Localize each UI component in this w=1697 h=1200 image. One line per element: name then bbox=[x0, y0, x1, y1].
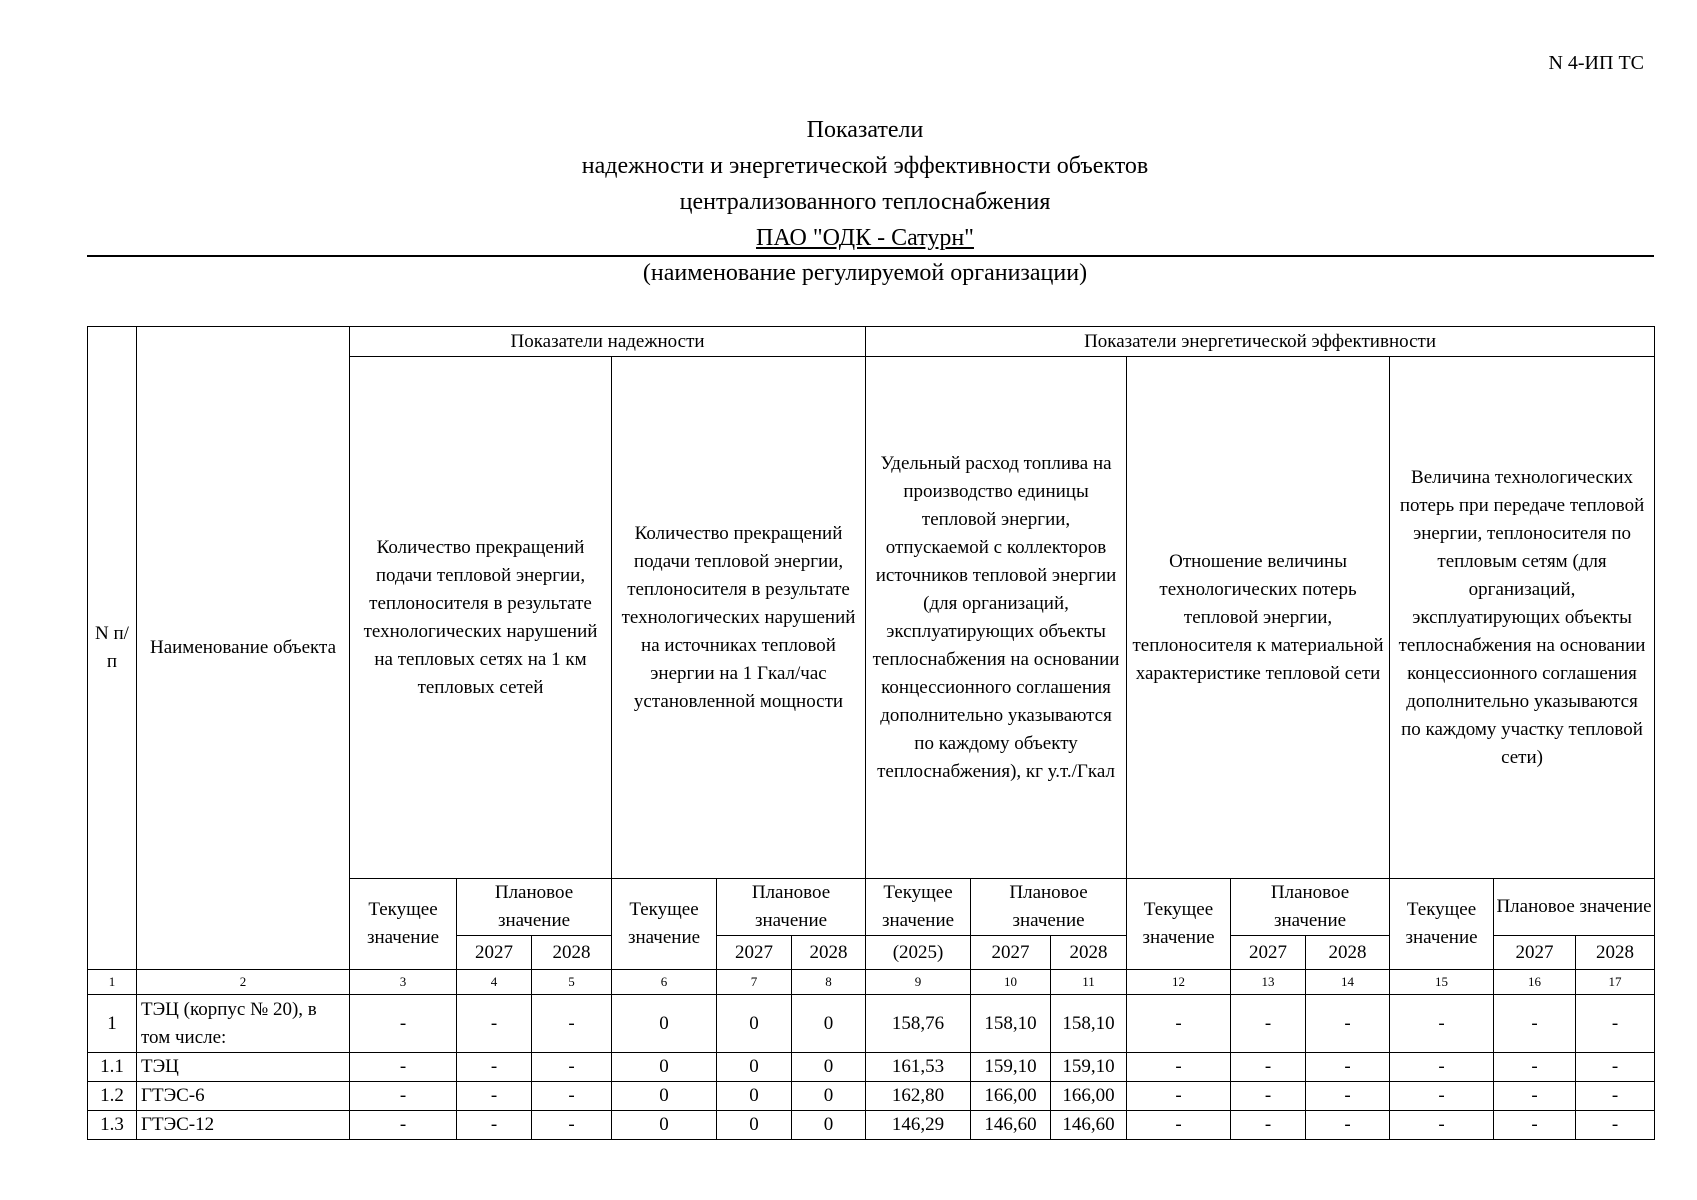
cell-value: 146,29 bbox=[866, 1111, 971, 1140]
column-index: 7 bbox=[717, 970, 792, 995]
cell-value: 0 bbox=[612, 1053, 717, 1082]
planned-value-header: Плановое значение bbox=[717, 879, 866, 936]
col-num-header: N п/п bbox=[88, 327, 137, 970]
group-reliability-header: Показатели надежности bbox=[350, 327, 866, 357]
cell-value: 159,10 bbox=[971, 1053, 1051, 1082]
current-value-header: Текущее значение bbox=[866, 879, 971, 936]
column-index: 10 bbox=[971, 970, 1051, 995]
cell-value: - bbox=[1576, 1082, 1655, 1111]
column-index: 5 bbox=[532, 970, 612, 995]
cell-value: - bbox=[1494, 1082, 1576, 1111]
cell-value: 0 bbox=[717, 1053, 792, 1082]
cell-value: 0 bbox=[717, 1082, 792, 1111]
cell-value: - bbox=[532, 995, 612, 1053]
column-index: 17 bbox=[1576, 970, 1655, 995]
year-header: 2027 bbox=[717, 936, 792, 970]
table-row bbox=[88, 1082, 1655, 1111]
cell-value: 0 bbox=[792, 995, 866, 1053]
object-name: ГТЭС-6 bbox=[137, 1082, 350, 1111]
col-name-header: Наименование объекта bbox=[137, 327, 350, 970]
cell-value: - bbox=[1127, 1111, 1231, 1140]
cell-value: 0 bbox=[612, 1111, 717, 1140]
row-number: 1.3 bbox=[88, 1111, 137, 1140]
cell-value: 0 bbox=[717, 995, 792, 1053]
table-row bbox=[88, 1053, 1655, 1082]
column-index: 3 bbox=[350, 970, 457, 995]
column-index: 6 bbox=[612, 970, 717, 995]
cell-value: - bbox=[1494, 1111, 1576, 1140]
year-header: 2027 bbox=[1494, 936, 1576, 970]
cell-value: 158,76 bbox=[866, 995, 971, 1053]
planned-value-header: Плановое значение bbox=[1231, 879, 1390, 936]
column-index: 14 bbox=[1306, 970, 1390, 995]
cell-value: - bbox=[457, 1111, 532, 1140]
cell-value: 0 bbox=[612, 1082, 717, 1111]
cell-value: - bbox=[1306, 1053, 1390, 1082]
cell-value: 166,00 bbox=[971, 1082, 1051, 1111]
cell-value: 0 bbox=[792, 1082, 866, 1111]
current-value-header: Текущее значение bbox=[612, 879, 717, 970]
column-index: 9 bbox=[866, 970, 971, 995]
cell-value: - bbox=[350, 995, 457, 1053]
column-index-row bbox=[88, 970, 1655, 995]
year-header: 2028 bbox=[792, 936, 866, 970]
year-header: 2028 bbox=[1576, 936, 1655, 970]
year-header: 2028 bbox=[1306, 936, 1390, 970]
cell-value: - bbox=[1390, 1111, 1494, 1140]
cell-value: - bbox=[457, 1053, 532, 1082]
cell-value: - bbox=[1390, 1053, 1494, 1082]
current-value-header: Текущее значение bbox=[350, 879, 457, 970]
year-header: 2028 bbox=[1051, 936, 1127, 970]
cell-value: - bbox=[1576, 995, 1655, 1053]
planned-value-header: Плановое значение bbox=[1494, 879, 1655, 936]
indicator-5-header: Величина технологических потерь при передаче тепловой энергии, теплоносителя по тепловым сетям (для организаций, эксплуатирующих объекты теплоснабжения на основании концессионного соглашения дополнительно указываются по каждому участку тепловой сети) bbox=[1390, 357, 1655, 879]
cell-value: - bbox=[350, 1053, 457, 1082]
cell-value: - bbox=[1231, 1053, 1306, 1082]
column-index: 13 bbox=[1231, 970, 1306, 995]
cell-value: 0 bbox=[792, 1111, 866, 1140]
column-index: 4 bbox=[457, 970, 532, 995]
organization-name: ПАО "ОДК - Сатурн" bbox=[756, 225, 974, 251]
title-line-1: Показатели bbox=[806, 117, 924, 143]
cell-value: - bbox=[1576, 1111, 1655, 1140]
cell-value: - bbox=[350, 1111, 457, 1140]
cell-value: 0 bbox=[612, 995, 717, 1053]
current-value-header: Текущее значение bbox=[1127, 879, 1231, 970]
document-title bbox=[0, 112, 1697, 256]
object-name: ГТЭС-12 bbox=[137, 1111, 350, 1140]
object-name: ТЭЦ bbox=[137, 1053, 350, 1082]
cell-value: - bbox=[1127, 1053, 1231, 1082]
column-index: 15 bbox=[1390, 970, 1494, 995]
cell-value: - bbox=[1231, 1082, 1306, 1111]
title-line-2: надежности и энергетической эффективности объектов bbox=[581, 153, 1149, 179]
cell-value: 159,10 bbox=[1051, 1053, 1127, 1082]
row-number: 1.2 bbox=[88, 1082, 137, 1111]
column-index: 12 bbox=[1127, 970, 1231, 995]
column-index: 1 bbox=[88, 970, 137, 995]
cell-value: - bbox=[457, 995, 532, 1053]
indicator-4-header: Отношение величины технологических потерь тепловой энергии, теплоносителя к материальной характеристике тепловой сети bbox=[1127, 357, 1390, 879]
group-efficiency-header: Показатели энергетической эффективности bbox=[866, 327, 1655, 357]
row-number: 1.1 bbox=[88, 1053, 137, 1082]
column-index: 8 bbox=[792, 970, 866, 995]
form-code: N 4-ИП ТС bbox=[1548, 52, 1644, 74]
cell-value: 0 bbox=[717, 1111, 792, 1140]
cell-value: - bbox=[1494, 1053, 1576, 1082]
column-index: 16 bbox=[1494, 970, 1576, 995]
cell-value: 166,00 bbox=[1051, 1082, 1127, 1111]
organization-caption: (наименование регулируемой организации) bbox=[642, 260, 1088, 286]
cell-value: - bbox=[1231, 995, 1306, 1053]
title-line-3: централизованного теплоснабжения bbox=[679, 189, 1051, 215]
year-header: 2027 bbox=[971, 936, 1051, 970]
planned-value-header: Плановое значение bbox=[971, 879, 1127, 936]
year-header: 2028 bbox=[532, 936, 612, 970]
current-year-header: (2025) bbox=[866, 936, 971, 970]
cell-value: - bbox=[1306, 995, 1390, 1053]
cell-value: 161,53 bbox=[866, 1053, 971, 1082]
column-index: 2 bbox=[137, 970, 350, 995]
cell-value: - bbox=[457, 1082, 532, 1111]
indicators-table bbox=[87, 326, 1655, 1140]
row-number: 1 bbox=[88, 995, 137, 1053]
planned-value-header: Плановое значение bbox=[457, 879, 612, 936]
cell-value: - bbox=[532, 1111, 612, 1140]
cell-value: 0 bbox=[792, 1053, 866, 1082]
column-index: 11 bbox=[1051, 970, 1127, 995]
current-value-header: Текущее значение bbox=[1390, 879, 1494, 970]
cell-value: - bbox=[1390, 1082, 1494, 1111]
cell-value: - bbox=[532, 1053, 612, 1082]
cell-value: 146,60 bbox=[971, 1111, 1051, 1140]
cell-value: - bbox=[1127, 1082, 1231, 1111]
indicator-3-header: Удельный расход топлива на производство единицы тепловой энергии, отпускаемой с коллекторов источников тепловой энергии (для организаций, эксплуатирующих объекты теплоснабжения на основании концессионного соглашения дополнительно указываются по каждому объекту теплоснабжения), кг у.т./Гкал bbox=[866, 357, 1127, 879]
cell-value: - bbox=[1127, 995, 1231, 1053]
indicator-2-header: Количество прекращений подачи тепловой энергии, теплоносителя в результате технологических нарушений на источниках тепловой энергии на 1 Гкал/час установленной мощности bbox=[612, 357, 866, 879]
cell-value: - bbox=[1306, 1111, 1390, 1140]
cell-value: - bbox=[1390, 995, 1494, 1053]
cell-value: - bbox=[1494, 995, 1576, 1053]
year-header: 2027 bbox=[1231, 936, 1306, 970]
cell-value: - bbox=[532, 1082, 612, 1111]
year-header: 2027 bbox=[457, 936, 532, 970]
indicator-1-header: Количество прекращений подачи тепловой энергии, теплоносителя в результате технологических нарушений на тепловых сетях на 1 км тепловых сетей bbox=[350, 357, 612, 879]
table-row bbox=[88, 995, 1655, 1053]
cell-value: 146,60 bbox=[1051, 1111, 1127, 1140]
cell-value: - bbox=[1306, 1082, 1390, 1111]
object-name: ТЭЦ (корпус № 20), в том числе: bbox=[137, 995, 350, 1053]
table-row bbox=[88, 1111, 1655, 1140]
cell-value: - bbox=[1231, 1111, 1306, 1140]
header-row-groups bbox=[88, 327, 1655, 357]
cell-value: 162,80 bbox=[866, 1082, 971, 1111]
cell-value: 158,10 bbox=[971, 995, 1051, 1053]
cell-value: - bbox=[1576, 1053, 1655, 1082]
cell-value: - bbox=[350, 1082, 457, 1111]
cell-value: 158,10 bbox=[1051, 995, 1127, 1053]
